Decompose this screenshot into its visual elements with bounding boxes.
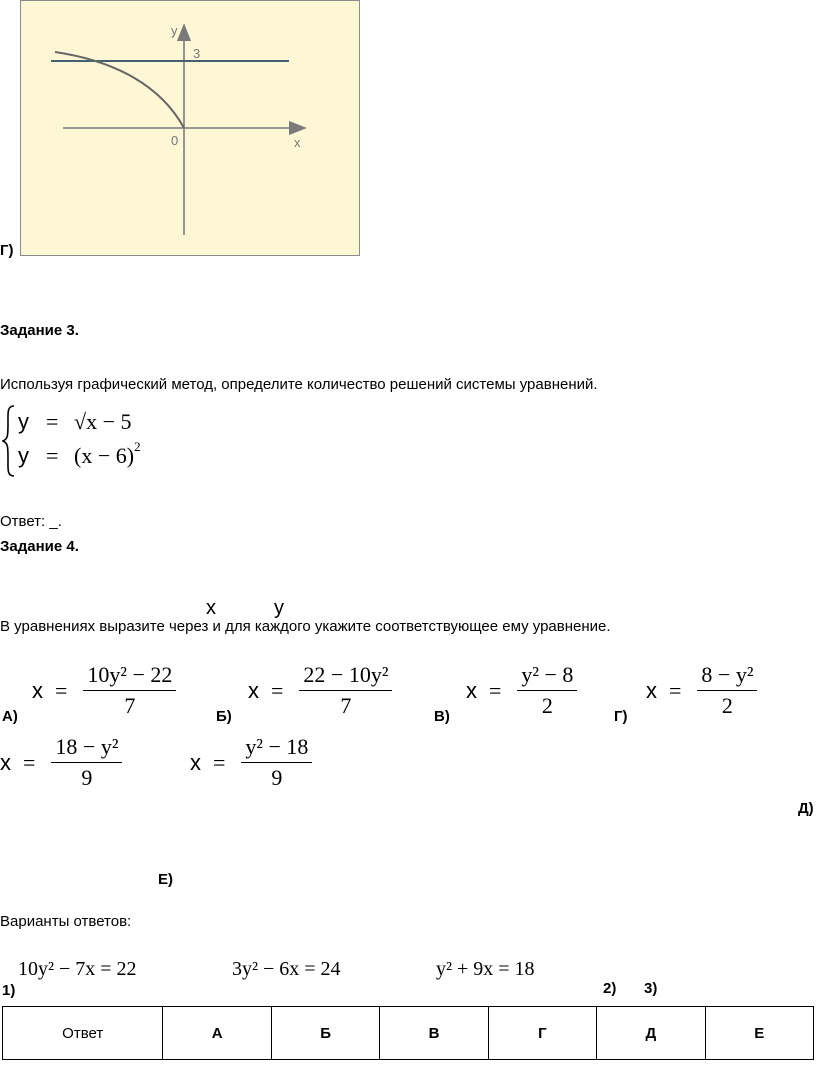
var-y-label: y — [274, 597, 284, 619]
option-g-equation: x = $\frac{\text{8 − y²}}{2}$ — [646, 662, 761, 719]
table-header-answer: Ответ — [3, 1007, 163, 1060]
variants-title: Варианты ответов: — [0, 913, 132, 930]
var-x-label: x — [206, 597, 216, 619]
task3-answer: Ответ: _. — [0, 513, 62, 530]
option-v-label: В) — [434, 708, 450, 725]
system-eq1: y = √x − 5 — [18, 409, 132, 434]
system-eq2: y = (x − 6) $^2$ — [18, 439, 141, 468]
option-a-label: А) — [2, 708, 18, 725]
option-b-label: Б) — [216, 708, 232, 725]
table-cell-v[interactable]: В — [380, 1007, 488, 1060]
task3-title: Задание 3. — [0, 322, 79, 339]
option-g-label: Г) — [0, 242, 14, 259]
option-d-equation: x = $\frac{\text{18 − y²}}{9}$ — [0, 734, 126, 791]
table-row — [3, 1007, 814, 1060]
option-e-equation: x = $\frac{\text{y² − 18}}{9}$ — [190, 734, 316, 791]
graph-figure — [20, 0, 360, 256]
answer-table — [2, 1006, 814, 1060]
variant-2-label: 2) — [603, 980, 617, 997]
variant-3-label: 3) — [644, 980, 658, 997]
variant-1-label: 1) — [2, 982, 16, 999]
system-brace — [2, 405, 16, 477]
graph-svg — [21, 1, 358, 254]
origin-label: 0 — [171, 133, 179, 148]
task3-instruction: Используя графический метод, определите количество решений системы уравнений. — [0, 376, 598, 393]
table-cell-a[interactable]: А — [163, 1007, 271, 1060]
table-cell-g[interactable]: Г — [488, 1007, 596, 1060]
tick-3-label: 3 — [193, 46, 201, 61]
variant-3-equation: y² + 9x = 18 — [436, 958, 535, 980]
variant-2-equation: 3y² − 6x = 24 — [232, 958, 341, 980]
x-axis-label: x — [294, 135, 301, 150]
task4-title: Задание 4. — [0, 538, 79, 555]
option-b-equation: x = $\frac{\text{22 − 10y²}}{7}$ — [248, 662, 396, 719]
table-cell-b[interactable]: Б — [271, 1007, 379, 1060]
y-axis-label: y — [171, 23, 178, 38]
option-v-equation: x = $\frac{\text{y² − 8}}{2}$ — [466, 662, 581, 719]
option-g2-label: Г) — [614, 708, 628, 725]
table-cell-d[interactable]: Д — [597, 1007, 705, 1060]
variant-1-equation: 10y² − 7x = 22 — [18, 958, 137, 980]
option-e-label: Е) — [158, 871, 173, 888]
table-cell-e[interactable]: Е — [705, 1007, 813, 1060]
option-a-equation: x = $\frac{\text{10y² − 22}}{7}$ — [32, 662, 180, 719]
curve — [55, 52, 184, 128]
option-d-label: Д) — [798, 800, 814, 817]
task4-instruction: В уравнениях выразите через и для каждого укажите соответствующее ему уравнение. — [0, 618, 611, 635]
